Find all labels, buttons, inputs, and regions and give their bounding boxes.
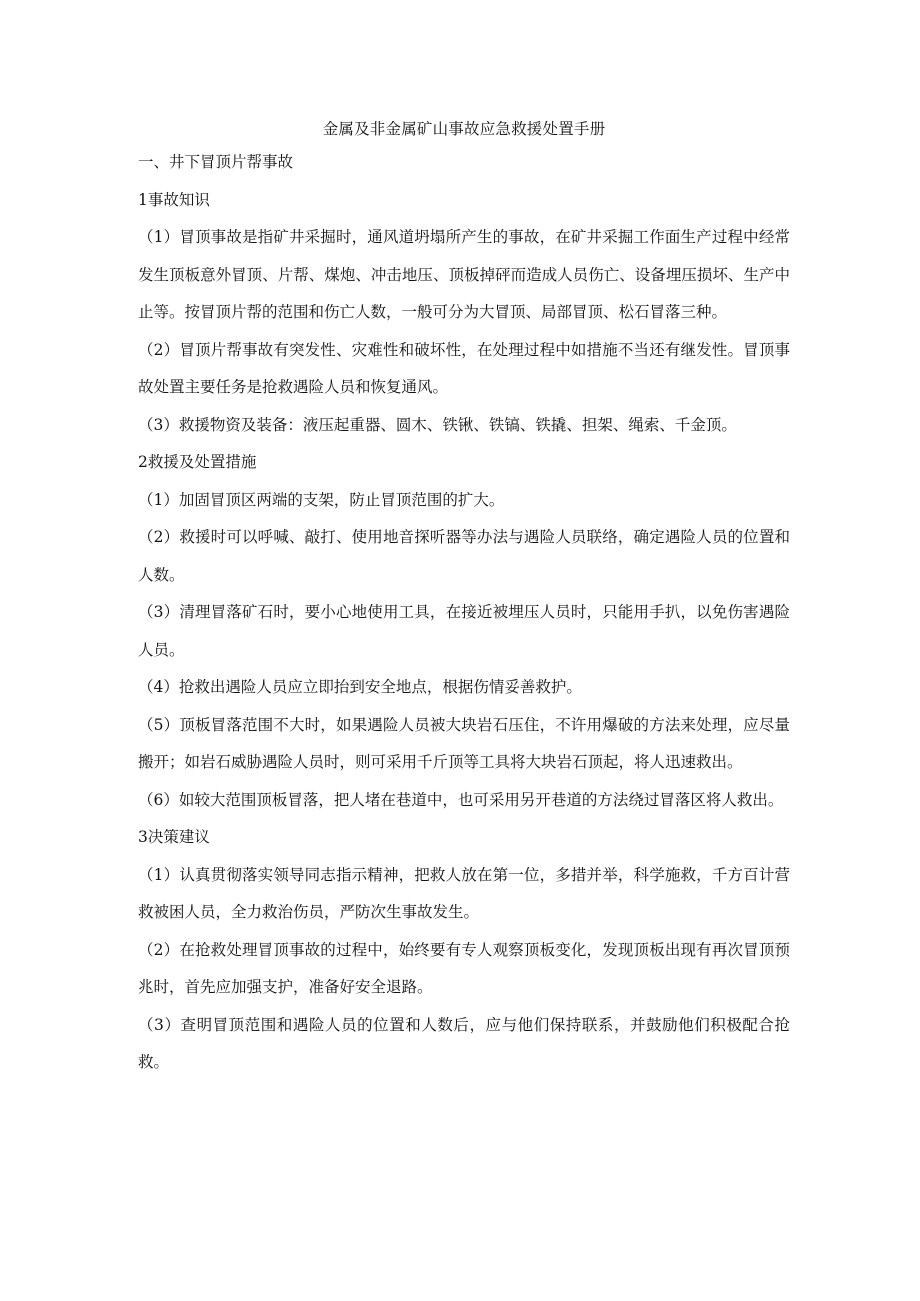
- subsection-heading-recommendations: 3决策建议: [138, 828, 210, 846]
- paragraph: （2）在抢救处理冒顶事故的过程中，始终要有专人观察顶板变化，发现顶板出现有再次冒顶预兆时，首先应加强支护，准备好安全退路。: [138, 940, 790, 996]
- paragraph: （1）冒顶事故是指矿井采掘时，通风道坍塌所产生的事故，在矿井采掘工作面生产过程中经常发生顶板意外冒顶、片帮、煤炮、冲击地压、顶板掉砰而造成人员伤亡、设备埋压损坏、生产中止等。按冒顶片帮的范围和伤亡人数，一般可分为大冒顶、局部冒顶、松石冒落三种。: [138, 228, 790, 321]
- subsection-heading-rescue-measures: 2救援及处置措施: [138, 453, 257, 471]
- paragraph: （6）如较大范围顶板冒落，把人堵在巷道中，也可采用另开巷道的方法绕过冒落区将人救出。: [138, 790, 784, 809]
- subsection-heading-knowledge: 1事故知识: [138, 190, 210, 209]
- paragraph: （2）冒顶片帮事故有突发性、灾难性和破坏性，在处理过程中如措施不当还有继发性。冒顶事故处置主要任务是抢救遇险人员和恢复通风。: [138, 340, 790, 396]
- document-title: 金属及非金属矿山事故应急救援处置手册: [322, 120, 606, 138]
- document-body: [138, 117, 790, 1082]
- paragraph: （3）救援物资及装备：液压起重器、圆木、铁锹、铁镐、铁撬、担架、绳索、千金顶。: [138, 415, 737, 434]
- paragraph: （3）查明冒顶范围和遇险人员的位置和人数后，应与他们保持联系，并鼓励他们积极配合抢救。: [138, 1015, 790, 1071]
- section-heading: 一、井下冒顶片帮事故: [138, 153, 294, 171]
- paragraph: （1）认真贯彻落实领导同志指示精神，把救人放在第一位，多措并举，科学施救，千方百计营救被困人员，全力救治伤员，严防次生事故发生。: [138, 865, 790, 921]
- paragraph: （3）清理冒落矿石时，要小心地使用工具，在接近被埋压人员时，只能用手扒，以免伤害遇险人员。: [138, 603, 790, 659]
- paragraph: （5）顶板冒落范围不大时，如果遇险人员被大块岩石压住，不许用爆破的方法来处理，应尽量搬开；如岩石威胁遇险人员时，则可采用千斤顶等工具将大块岩石顶起，将人迅速救出。: [138, 715, 790, 771]
- paragraph: （4）抢救出遇险人员应立即抬到安全地点，根据伤情妥善救护。: [138, 678, 582, 696]
- paragraph: （1）加固冒顶区两端的支架，防止冒顶范围的扩大。: [138, 490, 505, 509]
- paragraph: （2）救援时可以呼喊、敲打、使用地音探听器等办法与遇险人员联络，确定遇险人员的位置和人数。: [138, 528, 790, 584]
